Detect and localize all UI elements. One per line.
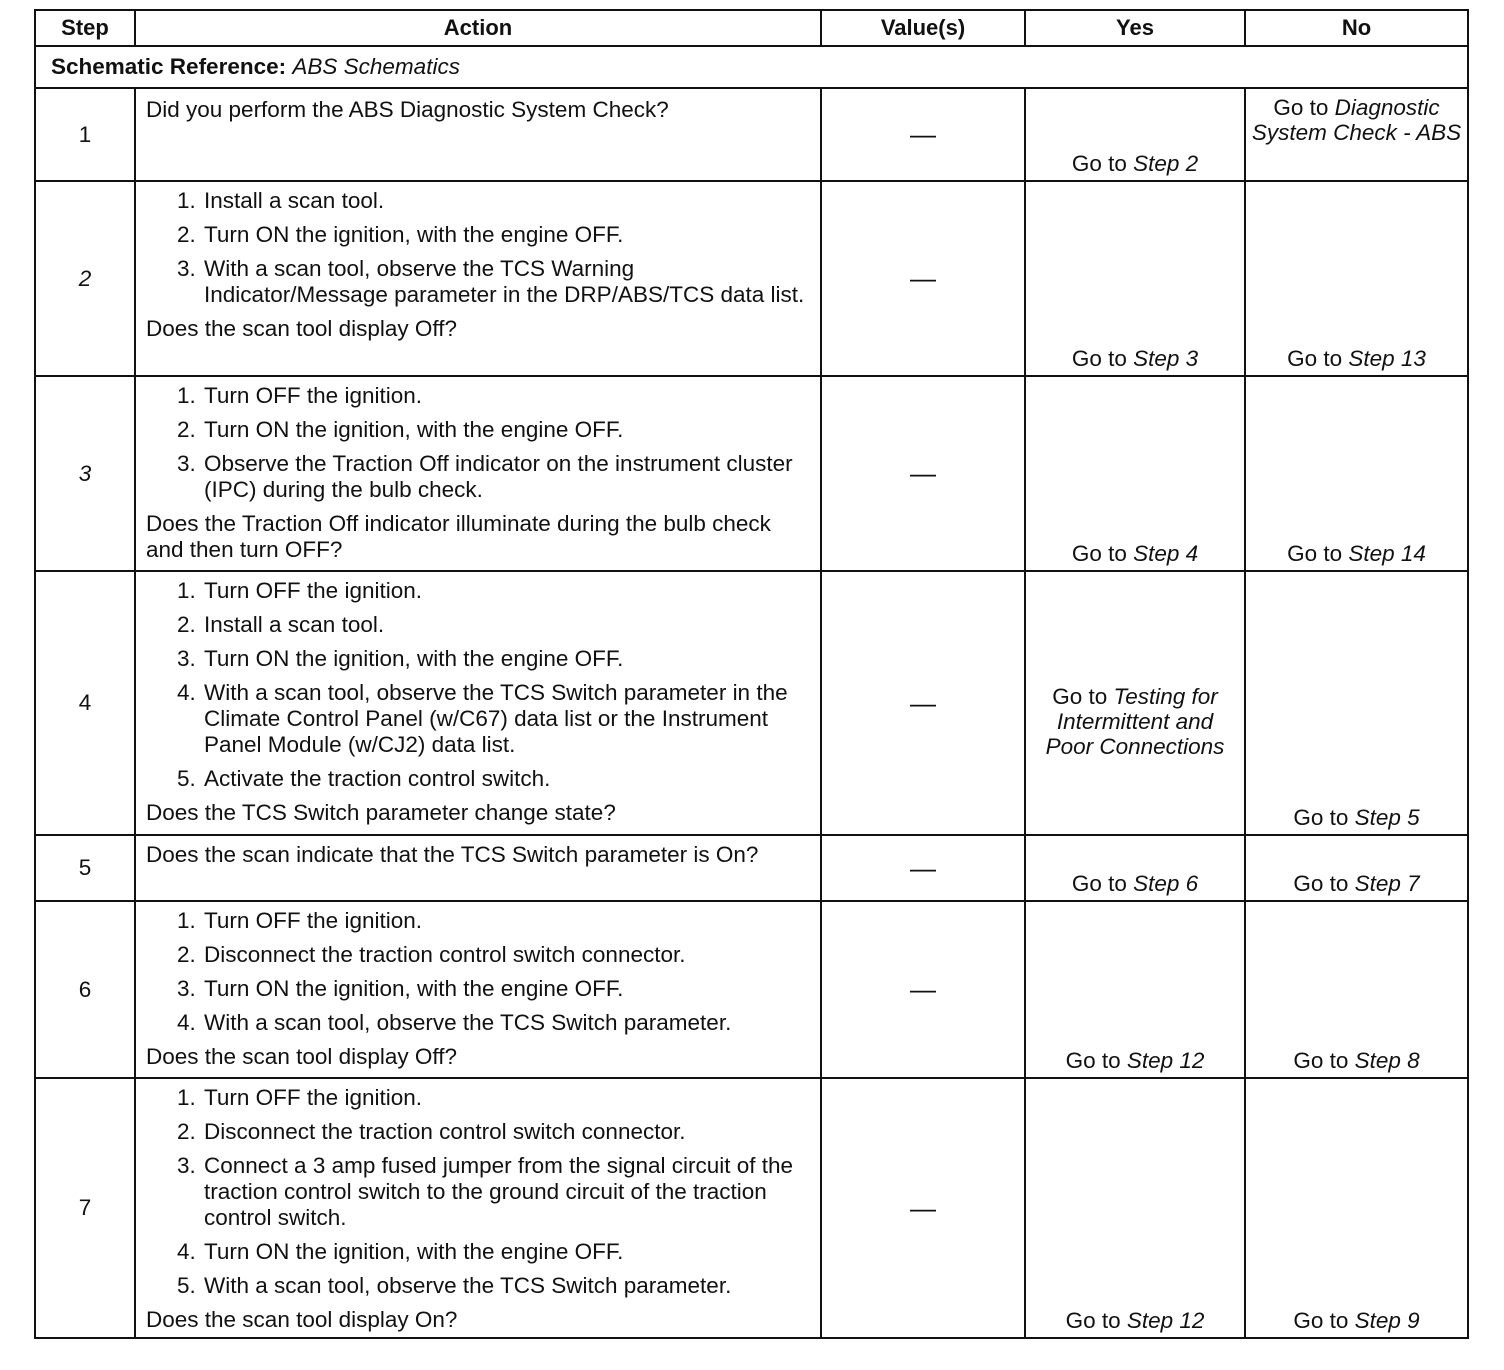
action-cell [135, 901, 821, 1078]
list-item: 4. Turn ON the ignition, with the engine OFF. [202, 1239, 810, 1265]
step-number: 4 [35, 571, 135, 835]
action-cell [135, 1078, 821, 1338]
no-cell: Go to Diagnostic System Check - ABS [1245, 88, 1468, 181]
schematic-reference-row [35, 46, 1468, 88]
procedure-list [146, 578, 810, 792]
value-cell: — [821, 376, 1025, 571]
yes-cell: Go to Step 3 [1025, 181, 1245, 376]
yes-link[interactable]: Step 3 [1133, 346, 1199, 371]
header-action: Action [135, 10, 821, 46]
yes-cell: Go to Step 12 [1025, 1078, 1245, 1338]
no-link[interactable]: Step 8 [1354, 1048, 1420, 1073]
header-no: No [1245, 10, 1468, 46]
list-item: 2. Disconnect the traction control switch connector. [202, 942, 810, 968]
table-row [35, 376, 1468, 571]
list-item: 5. With a scan tool, observe the TCS Switch parameter. [202, 1273, 810, 1299]
value-cell: — [821, 571, 1025, 835]
list-item: 3. Connect a 3 amp fused jumper from the signal circuit of the traction control switch to the ground circuit of the traction control switch. [202, 1153, 810, 1231]
action-cell [135, 376, 821, 571]
procedure-list [146, 188, 810, 308]
header-row [35, 10, 1468, 46]
question: Does the TCS Switch parameter change state? [146, 800, 616, 825]
table-row [35, 88, 1468, 181]
question: Does the scan tool display On? [146, 1307, 458, 1332]
yes-cell: Go to Testing for Intermittent and Poor Connections [1025, 571, 1245, 835]
list-item: 4. With a scan tool, observe the TCS Switch parameter. [202, 1010, 810, 1036]
step-number: 2 [35, 181, 135, 376]
list-item: 2. Install a scan tool. [202, 612, 810, 638]
procedure-list [146, 383, 810, 503]
list-item: 4. With a scan tool, observe the TCS Switch parameter in the Climate Control Panel (w/C67) data list or the Instrument Panel Module (w/CJ2) data list. [202, 680, 810, 758]
list-item: 2. Disconnect the traction control switch connector. [202, 1119, 810, 1145]
yes-link[interactable]: Step 4 [1133, 541, 1199, 566]
action-cell [135, 181, 821, 376]
table-row [35, 1078, 1468, 1338]
list-item: 1. Turn OFF the ignition. [202, 908, 810, 934]
step-number: 6 [35, 901, 135, 1078]
list-item: 1. Install a scan tool. [202, 188, 810, 214]
question: Does the scan indicate that the TCS Switch parameter is On? [146, 842, 759, 867]
step-number: 1 [35, 88, 135, 181]
schematic-label: Schematic Reference: [51, 54, 287, 79]
no-link[interactable]: Step 7 [1354, 871, 1420, 896]
action-cell [135, 88, 821, 181]
no-link[interactable]: Diagnostic System Check - ABS [1251, 95, 1462, 145]
yes-link[interactable]: Step 12 [1126, 1308, 1205, 1333]
step-number: 7 [35, 1078, 135, 1338]
yes-cell: Go to Step 4 [1025, 376, 1245, 571]
yes-link[interactable]: Step 12 [1126, 1048, 1205, 1073]
no-cell: Go to Step 5 [1245, 571, 1468, 835]
yes-cell: Go to Step 6 [1025, 835, 1245, 901]
yes-cell: Go to Step 2 [1025, 88, 1245, 181]
list-item: 1. Turn OFF the ignition. [202, 1085, 810, 1111]
value-cell: — [821, 1078, 1025, 1338]
value-cell: — [821, 901, 1025, 1078]
list-item: 1. Turn OFF the ignition. [202, 578, 810, 604]
question: Does the scan tool display Off? [146, 1044, 458, 1069]
list-item: 3. Observe the Traction Off indicator on the instrument cluster (IPC) during the bulb check. [202, 451, 810, 503]
table-row [35, 571, 1468, 835]
table-row [35, 835, 1468, 901]
list-item: 3. With a scan tool, observe the TCS Warning Indicator/Message parameter in the DRP/ABS/TCS data list. [202, 256, 810, 308]
no-cell: Go to Step 13 [1245, 181, 1468, 376]
no-link[interactable]: Step 9 [1354, 1308, 1420, 1333]
value-cell: — [821, 181, 1025, 376]
value-cell: — [821, 88, 1025, 181]
question: Does the scan tool display Off? [146, 316, 458, 341]
question: Did you perform the ABS Diagnostic System Check? [146, 97, 669, 122]
header-values: Value(s) [821, 10, 1025, 46]
yes-cell: Go to Step 12 [1025, 901, 1245, 1078]
table-row [35, 181, 1468, 376]
no-cell: Go to Step 8 [1245, 901, 1468, 1078]
no-cell: Go to Step 7 [1245, 835, 1468, 901]
step-number: 3 [35, 376, 135, 571]
no-cell: Go to Step 9 [1245, 1078, 1468, 1338]
diagnostic-table [34, 9, 1469, 1339]
header-step: Step [35, 10, 135, 46]
list-item: 5. Activate the traction control switch. [202, 766, 810, 792]
yes-link[interactable]: Testing for Intermittent and Poor Connections [1045, 683, 1225, 759]
yes-link[interactable]: Step 2 [1133, 151, 1199, 176]
table-row [35, 901, 1468, 1078]
list-item: 3. Turn ON the ignition, with the engine OFF. [202, 976, 810, 1002]
no-cell: Go to Step 14 [1245, 376, 1468, 571]
schematic-link[interactable]: ABS Schematics [292, 54, 460, 79]
question: Does the Traction Off indicator illuminate during the bulb check and then turn OFF? [146, 511, 771, 562]
list-item: 2. Turn ON the ignition, with the engine OFF. [202, 417, 810, 443]
list-item: 3. Turn ON the ignition, with the engine OFF. [202, 646, 810, 672]
value-cell: — [821, 835, 1025, 901]
header-yes: Yes [1025, 10, 1245, 46]
list-item: 2. Turn ON the ignition, with the engine OFF. [202, 222, 810, 248]
list-item: 1. Turn OFF the ignition. [202, 383, 810, 409]
no-link[interactable]: Step 14 [1348, 541, 1426, 566]
action-cell [135, 571, 821, 835]
procedure-list [146, 1085, 810, 1299]
step-number: 5 [35, 835, 135, 901]
schematic-reference [35, 46, 1468, 88]
procedure-list [146, 908, 810, 1036]
no-link[interactable]: Step 13 [1348, 346, 1426, 371]
action-cell [135, 835, 821, 901]
yes-link[interactable]: Step 6 [1133, 871, 1199, 896]
no-link[interactable]: Step 5 [1354, 805, 1420, 830]
